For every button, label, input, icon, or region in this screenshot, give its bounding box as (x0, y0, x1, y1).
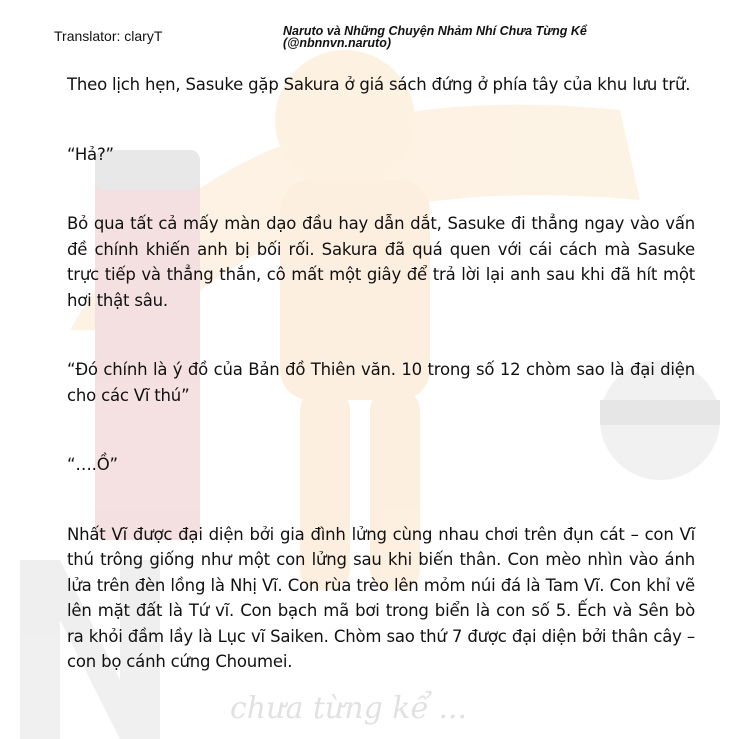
paragraph-1: Theo lịch hẹn, Sasuke gặp Sakura ở giá sách đứng ở phía tây của khu lưu trữ. (67, 75, 691, 94)
paragraph-4: “Đó chính là ý đồ của Bản đồ Thiên văn. 10 trong số 12 chòm sao là đại diện cho các Vĩ thú” (67, 360, 695, 405)
watermark-script-text: chưa từng kể ... (230, 691, 468, 726)
paragraph-2: “Hả?” (67, 144, 114, 164)
paragraph-5: “….Ồ” (67, 455, 118, 474)
series-handle: (@nbnnvn.naruto) (283, 36, 392, 50)
paragraph-3: Bỏ qua tất cả mấy màn dạo đầu hay dẫn dắt, Sasuke đi thẳng ngay vào vấn đề chính khiến anh bị bối rối. Sakura đã quá quen với cái cách mà Sasuke trực tiếp và thẳng thắn, cô mất một giây để trả lời lại anh sau khi đã hít một hơi thật sâu. (67, 214, 695, 310)
paragraph-6: Nhất Vĩ được đại diện bởi gia đình lửng cùng nhau chơi trên đụn cát – con Vĩ thú trông giống như một con lửng sau khi biến thân. Con mèo nhìn vào ánh lửa trên đèn lồng là Nhị Vĩ. Con rùa trèo lên mỏm núi đá là Tam Vĩ. Con khỉ vẽ lên mặt đất là Tứ vĩ. Con bạch mã bơi trong biển là con số 5. Ếch và Sên bò ra khỏi đầm lầy là Lục vĩ Saiken. Chòm sao thứ 7 được đại diện bởi thân cây – con bọ cánh cứng Choumei. (67, 524, 695, 671)
translator-credit: Translator: claryT (54, 28, 163, 44)
series-title: Naruto và Những Chuyện Nhảm Nhí Chưa Từng Kể (283, 24, 587, 38)
story-text (67, 72, 695, 675)
series-title-block (283, 25, 587, 49)
